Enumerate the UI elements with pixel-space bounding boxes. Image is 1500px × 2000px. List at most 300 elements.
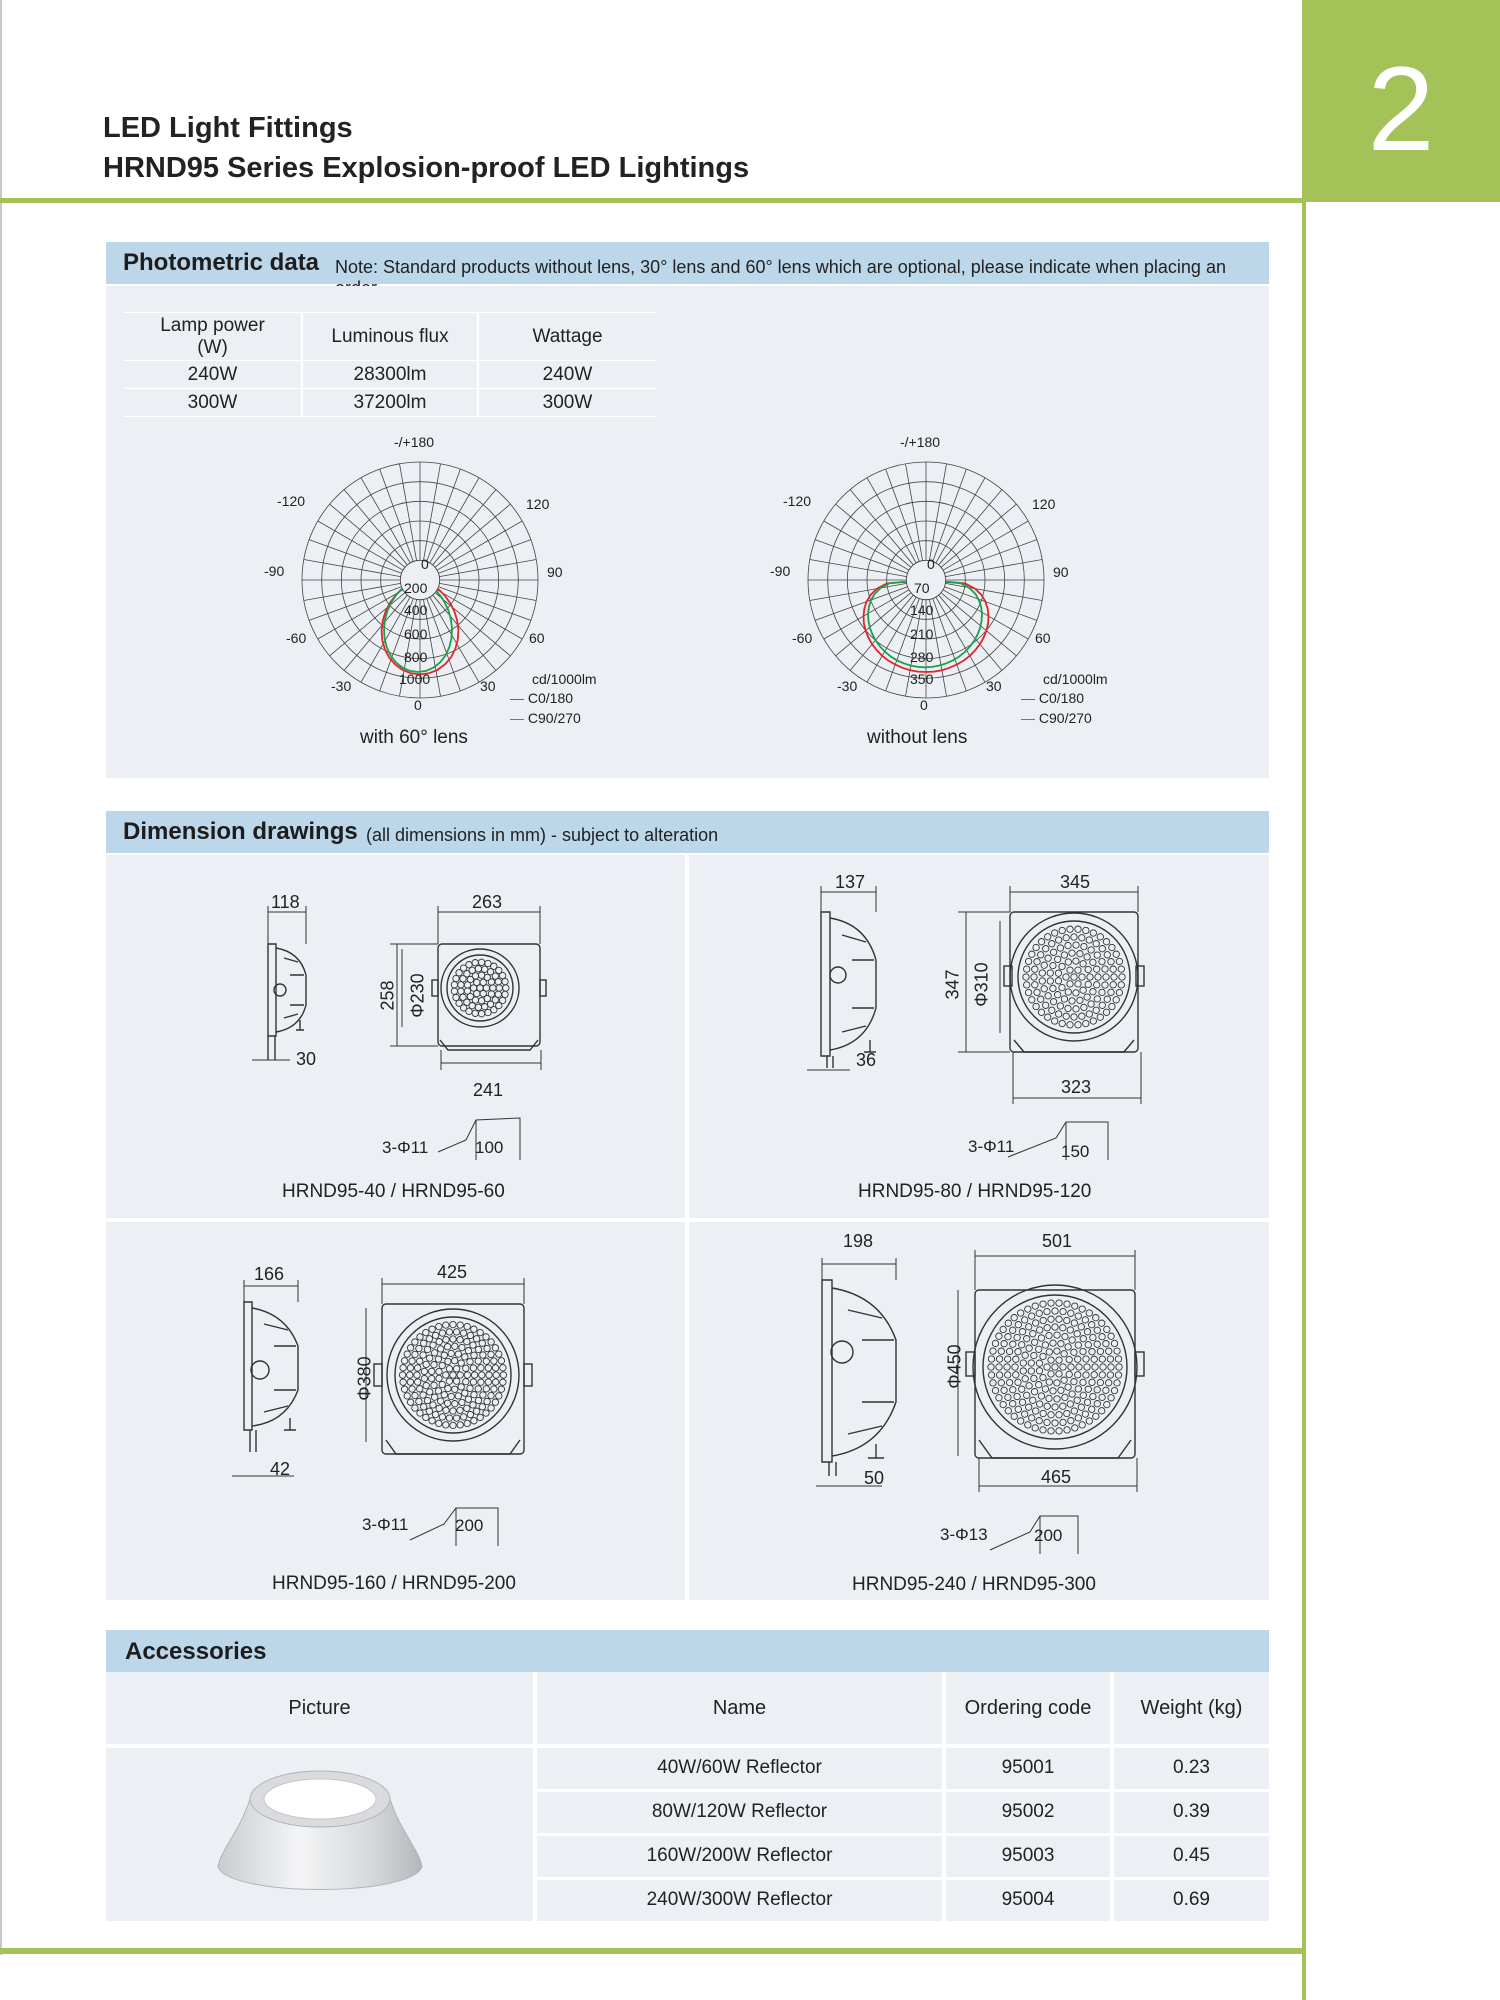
led-dot xyxy=(1033,1320,1039,1326)
model-caption: HRND95-240 / HRND95-300 xyxy=(852,1574,1096,1595)
led-dot xyxy=(1090,1018,1096,1024)
page-subtitle: HRND95 Series Explosion-proof LED Lightings xyxy=(103,152,750,184)
led-dot xyxy=(452,1343,458,1349)
led-dot xyxy=(1046,1395,1052,1401)
led-dot xyxy=(1038,939,1044,945)
led-dot xyxy=(1048,1371,1054,1377)
led-dot xyxy=(1065,959,1071,965)
led-dot xyxy=(450,1422,456,1428)
led-dot xyxy=(492,1345,498,1351)
led-dot xyxy=(1108,959,1114,965)
led-dot xyxy=(1054,1380,1060,1386)
angle-label: 90 xyxy=(1053,564,1069,580)
led-dot xyxy=(435,1388,441,1394)
led-dot xyxy=(1067,967,1073,973)
angle-label: -30 xyxy=(331,678,352,694)
led-dot xyxy=(1084,954,1090,960)
led-dot xyxy=(443,1337,449,1343)
led-dot xyxy=(479,1340,485,1346)
col-luminous-flux: Luminous flux xyxy=(302,313,478,361)
dim-depth: 118 xyxy=(271,892,300,912)
led-dot xyxy=(1094,996,1100,1002)
led-dot xyxy=(1081,1004,1087,1010)
page-title: LED Light Fittings xyxy=(103,112,353,144)
led-dot xyxy=(436,1339,442,1345)
dim-bottom: 241 xyxy=(473,1080,504,1100)
led-dot xyxy=(429,1375,435,1381)
dim-bottom: 323 xyxy=(1061,1077,1092,1097)
led-dot xyxy=(1073,990,1079,996)
led-dot xyxy=(1058,1387,1064,1393)
led-dot xyxy=(407,1365,413,1371)
angle-label: 30 xyxy=(986,678,1002,694)
led-dot xyxy=(492,1365,498,1371)
led-dot xyxy=(1080,1336,1086,1342)
led-dot xyxy=(1028,1368,1034,1374)
led-dot xyxy=(443,1322,449,1328)
led-dot xyxy=(1032,1425,1038,1431)
led-dot xyxy=(427,1355,433,1361)
chart-caption: with 60° lens xyxy=(360,727,468,748)
dim-base: 42 xyxy=(270,1459,291,1479)
led-dot xyxy=(436,1420,442,1426)
led-dot xyxy=(1071,1320,1077,1326)
led-dot xyxy=(1079,1422,1085,1428)
led-dot xyxy=(1037,1401,1043,1407)
led-dot xyxy=(1078,1324,1084,1330)
led-dot xyxy=(1021,1411,1027,1417)
led-dot xyxy=(439,1381,445,1387)
dim-hole: 3-Φ11 xyxy=(968,1137,1015,1156)
led-dot xyxy=(409,1358,415,1364)
led-dot xyxy=(1088,1001,1094,1007)
led-dot xyxy=(1084,1364,1090,1370)
led-dot xyxy=(998,1348,1004,1354)
led-dot xyxy=(1116,958,1122,964)
led-dot xyxy=(988,1356,994,1362)
led-dot xyxy=(429,1326,435,1332)
legend-c90: — C90/270 xyxy=(510,710,581,726)
led-dot xyxy=(1114,1380,1120,1386)
accessory-weight: 0.39 xyxy=(1112,1790,1269,1834)
led-dot xyxy=(407,1379,413,1385)
led-dot xyxy=(1045,955,1051,961)
dim-hole: 3-Φ11 xyxy=(382,1138,429,1157)
led-dot xyxy=(1086,1011,1092,1017)
led-dot xyxy=(478,1365,484,1371)
led-dot xyxy=(479,1372,485,1378)
led-dot xyxy=(1034,989,1040,995)
led-dot xyxy=(1040,1427,1046,1433)
led-dot xyxy=(1015,1322,1021,1328)
led-dot xyxy=(443,1422,449,1428)
led-dot xyxy=(1068,1364,1074,1370)
led-dot xyxy=(429,1418,435,1424)
led-dot xyxy=(1118,982,1124,988)
led-dot xyxy=(460,1330,466,1336)
led-dot xyxy=(1014,1334,1020,1340)
led-dot xyxy=(1086,1418,1092,1424)
led-dot xyxy=(1031,1389,1037,1395)
dim-height: 258 xyxy=(377,980,398,1011)
dimensions-heading: Dimension drawings xyxy=(123,818,358,845)
led-dot xyxy=(450,1372,456,1378)
led-dot xyxy=(1065,942,1071,948)
led-dot xyxy=(446,1366,452,1372)
led-dot xyxy=(1068,1418,1074,1424)
led-dot xyxy=(1071,1349,1077,1355)
led-dot xyxy=(1032,1303,1038,1309)
led-dot xyxy=(1094,1327,1100,1333)
led-dot xyxy=(1111,1340,1117,1346)
led-dot xyxy=(1067,1022,1073,1028)
led-dot xyxy=(482,966,488,972)
led-dot xyxy=(1097,1379,1103,1385)
led-dot xyxy=(496,985,502,991)
col-name: Name xyxy=(535,1672,944,1746)
led-dot xyxy=(1099,1394,1105,1400)
dim-spacing: 200 xyxy=(455,1516,484,1535)
led-dot xyxy=(1099,1320,1105,1326)
led-dot xyxy=(1093,1007,1099,1013)
led-dot xyxy=(1041,962,1047,968)
led-dot xyxy=(460,994,466,1000)
led-dot xyxy=(470,1342,476,1348)
led-dot xyxy=(483,1410,489,1416)
photometric-heading: Photometric data xyxy=(123,249,320,276)
led-dot xyxy=(1075,981,1081,987)
led-dot xyxy=(465,1348,471,1354)
cell: 37200lm xyxy=(302,389,478,417)
led-dot xyxy=(436,1375,442,1381)
led-dot xyxy=(475,1346,481,1352)
led-dot xyxy=(441,1352,447,1358)
led-dot xyxy=(1061,996,1067,1002)
led-dot xyxy=(1031,1352,1037,1358)
accessories-table xyxy=(106,1672,1269,1924)
led-dot xyxy=(1019,1399,1025,1405)
led-dot xyxy=(401,1358,407,1364)
led-dot xyxy=(1114,1348,1120,1354)
led-dot xyxy=(415,1365,421,1371)
led-dot xyxy=(1049,1007,1055,1013)
led-dot xyxy=(1048,1412,1054,1418)
accessories-header xyxy=(106,1630,1269,1672)
led-dot xyxy=(441,1392,447,1398)
led-dot xyxy=(444,1400,450,1406)
led-dot xyxy=(1050,962,1056,968)
led-dot xyxy=(426,1336,432,1342)
led-dot xyxy=(450,1408,456,1414)
radial-label: 600 xyxy=(404,626,428,642)
led-dot xyxy=(1087,974,1093,980)
led-dot xyxy=(1023,1392,1029,1398)
led-dot xyxy=(1093,941,1099,947)
led-dot xyxy=(436,1405,442,1411)
dim-hole: 3-Φ13 xyxy=(940,1525,988,1544)
led-dot xyxy=(1067,1401,1073,1407)
led-dot xyxy=(420,1352,426,1358)
led-dot xyxy=(1032,966,1038,972)
angle-label: -120 xyxy=(783,493,812,509)
led-dot xyxy=(472,1010,478,1016)
led-dot xyxy=(1015,1349,1021,1355)
chapter-number: 2 xyxy=(1367,42,1435,176)
led-dot xyxy=(458,988,464,994)
dim-spacing: 150 xyxy=(1061,1142,1090,1161)
radial-label: 70 xyxy=(914,580,930,596)
table-row xyxy=(106,1746,1269,1790)
led-dot xyxy=(446,1378,452,1384)
dim-width: 345 xyxy=(1060,872,1091,892)
led-dot xyxy=(431,1362,437,1368)
led-dot xyxy=(1015,1379,1021,1385)
led-dot xyxy=(1107,1356,1113,1362)
led-dot xyxy=(1067,981,1073,987)
led-dot xyxy=(1052,1364,1058,1370)
led-dot xyxy=(1071,934,1077,940)
led-dot xyxy=(463,1365,469,1371)
led-dot xyxy=(1025,989,1031,995)
led-dot xyxy=(1039,970,1045,976)
led-dot xyxy=(480,1352,486,1358)
led-dot xyxy=(1054,1332,1060,1338)
led-dot xyxy=(491,1386,497,1392)
led-dot xyxy=(1043,946,1049,952)
led-dot xyxy=(444,1344,450,1350)
led-dot xyxy=(1025,1306,1031,1312)
led-dot xyxy=(1079,935,1085,941)
led-dot xyxy=(493,1372,499,1378)
led-dot xyxy=(465,1396,471,1402)
led-dot xyxy=(438,1398,444,1404)
led-dot xyxy=(484,1398,490,1404)
led-dot xyxy=(1095,974,1101,980)
led-dot xyxy=(1036,1418,1042,1424)
led-dot xyxy=(1113,997,1119,1003)
led-dot xyxy=(412,1392,418,1398)
led-dot xyxy=(453,1415,459,1421)
radial-label: 0 xyxy=(421,556,429,572)
led-dot xyxy=(1025,1422,1031,1428)
led-dot xyxy=(1030,1397,1036,1403)
led-dot xyxy=(495,979,501,985)
radial-label: 350 xyxy=(910,671,934,687)
led-dot xyxy=(1038,952,1044,958)
cell: 300W xyxy=(478,389,656,417)
led-dot xyxy=(1061,1351,1067,1357)
led-dot xyxy=(1082,1317,1088,1323)
front-drawing-1 xyxy=(432,944,546,1050)
led-dot xyxy=(1102,982,1108,988)
led-dot xyxy=(1094,982,1100,988)
led-dot xyxy=(1023,982,1029,988)
led-dot xyxy=(1075,1372,1081,1378)
led-dot xyxy=(1083,1356,1089,1362)
led-dot xyxy=(1040,1374,1046,1380)
led-dot xyxy=(1034,959,1040,965)
col-wattage: Wattage xyxy=(478,313,656,361)
led-dot xyxy=(1045,993,1051,999)
led-dot xyxy=(452,1358,458,1364)
led-dot xyxy=(471,1418,477,1424)
dim-spacing: 100 xyxy=(475,1138,504,1157)
led-dot xyxy=(1094,1401,1100,1407)
led-dot xyxy=(1108,1364,1114,1370)
led-dot xyxy=(459,1344,465,1350)
led-dot xyxy=(1108,989,1114,995)
led-dot xyxy=(464,1339,470,1345)
led-dot xyxy=(417,1410,423,1416)
led-dot xyxy=(463,1379,469,1385)
angle-label: 60 xyxy=(529,630,545,646)
led-dot xyxy=(1077,997,1083,1003)
led-dot xyxy=(400,1365,406,1371)
led-dot xyxy=(1036,1360,1042,1366)
dim-hole: 3-Φ11 xyxy=(362,1515,409,1534)
accessory-code: 95004 xyxy=(944,1878,1112,1922)
led-dot xyxy=(423,1414,429,1420)
led-dot xyxy=(1069,950,1075,956)
led-dot xyxy=(1052,1420,1058,1426)
led-dot xyxy=(404,1393,410,1399)
led-dot xyxy=(996,1395,1002,1401)
led-dot xyxy=(1038,996,1044,1002)
led-dot xyxy=(1010,1341,1016,1347)
led-dot xyxy=(1038,1009,1044,1015)
led-dot xyxy=(1020,1368,1026,1374)
led-dot xyxy=(1066,1356,1072,1362)
led-dot xyxy=(1084,1399,1090,1405)
cell: 300W xyxy=(124,389,302,417)
led-dot xyxy=(1005,1334,1011,1340)
dim-base: 50 xyxy=(864,1468,885,1488)
radial-label: 400 xyxy=(404,602,428,618)
led-dot xyxy=(1073,942,1079,948)
led-dot xyxy=(491,1358,497,1364)
led-dot xyxy=(1109,1003,1115,1009)
led-dot xyxy=(458,1360,464,1366)
led-dot xyxy=(502,978,508,984)
led-dot xyxy=(1107,1372,1113,1378)
led-dot xyxy=(1005,1356,1011,1362)
led-dot xyxy=(1029,1415,1035,1421)
led-dot xyxy=(1036,1346,1042,1352)
led-dot xyxy=(996,1356,1002,1362)
led-dot xyxy=(1090,1334,1096,1340)
led-dot xyxy=(992,1387,998,1393)
led-dot xyxy=(1083,1372,1089,1378)
dim-height: 347 xyxy=(942,969,963,1000)
led-dot xyxy=(1077,951,1083,957)
radial-label: 1000 xyxy=(399,671,431,687)
led-dot xyxy=(473,1336,479,1342)
led-dot xyxy=(1071,1379,1077,1385)
led-dot xyxy=(1059,984,1065,990)
led-dot xyxy=(421,1375,427,1381)
led-dot xyxy=(1022,1352,1028,1358)
angle-label: 90 xyxy=(547,564,563,580)
led-dot xyxy=(1106,1380,1112,1386)
led-dot xyxy=(1042,1386,1048,1392)
led-dot xyxy=(1085,981,1091,987)
led-dot xyxy=(1037,1327,1043,1333)
led-dot xyxy=(1115,1372,1121,1378)
led-dot xyxy=(1028,1360,1034,1366)
led-dot xyxy=(499,972,505,978)
led-dot xyxy=(1060,1364,1066,1370)
led-dot xyxy=(1064,1317,1070,1323)
angle-label: -90 xyxy=(770,563,791,579)
led-dot xyxy=(1079,1306,1085,1312)
dim-diameter: Φ310 xyxy=(971,962,992,1007)
side-profile-drawing-2 xyxy=(821,912,876,1068)
led-dot xyxy=(407,1399,413,1405)
led-dot xyxy=(417,1358,423,1364)
led-dot xyxy=(451,982,457,988)
side-profile-drawing-1 xyxy=(268,944,306,1060)
chart-unit: cd/1000lm xyxy=(1043,671,1108,687)
led-dot xyxy=(1019,1329,1025,1335)
led-dot xyxy=(417,1386,423,1392)
dim-bottom: 465 xyxy=(1041,1467,1072,1487)
led-dot xyxy=(1099,1334,1105,1340)
led-dot xyxy=(1099,1002,1105,1008)
led-dot xyxy=(1103,1387,1109,1393)
led-dot xyxy=(1066,1371,1072,1377)
led-dot xyxy=(467,1385,473,1391)
led-dot xyxy=(500,1365,506,1371)
led-dot xyxy=(1025,958,1031,964)
led-dot xyxy=(1046,1332,1052,1338)
led-dot xyxy=(1102,966,1108,972)
led-dot xyxy=(1015,1406,1021,1412)
led-dot xyxy=(1094,1387,1100,1393)
led-dot xyxy=(1082,1411,1088,1417)
led-dot xyxy=(1052,1018,1058,1024)
dim-base: 30 xyxy=(296,1049,317,1069)
angle-label: -90 xyxy=(264,563,285,579)
led-dot xyxy=(1033,1003,1039,1009)
led-dot xyxy=(1001,1387,1007,1393)
led-dot xyxy=(453,1366,459,1372)
led-dot xyxy=(483,1358,489,1364)
led-dot xyxy=(1065,1384,1071,1390)
led-dot xyxy=(1050,949,1056,955)
led-dot xyxy=(1078,1404,1084,1410)
led-dot xyxy=(471,1352,477,1358)
legend-c90: — C90/270 xyxy=(1021,710,1092,726)
led-dot xyxy=(1071,1014,1077,1020)
led-dot xyxy=(1011,1413,1017,1419)
led-dot xyxy=(1014,1393,1020,1399)
led-dot xyxy=(1052,1308,1058,1314)
led-dot xyxy=(1103,1341,1109,1347)
led-dot xyxy=(488,1405,494,1411)
led-dot xyxy=(1052,1404,1058,1410)
led-dot xyxy=(1057,1003,1063,1009)
led-dot xyxy=(1045,1014,1051,1020)
col-lamp-power: Lamp power (W) xyxy=(124,313,302,361)
led-dot xyxy=(432,1332,438,1338)
led-dot xyxy=(1048,1428,1054,1434)
led-dot xyxy=(458,1384,464,1390)
led-dot xyxy=(424,1346,430,1352)
accessory-code: 95003 xyxy=(944,1834,1112,1878)
dim-width: 263 xyxy=(472,892,503,912)
led-dot xyxy=(1071,974,1077,980)
led-dot xyxy=(464,1405,470,1411)
